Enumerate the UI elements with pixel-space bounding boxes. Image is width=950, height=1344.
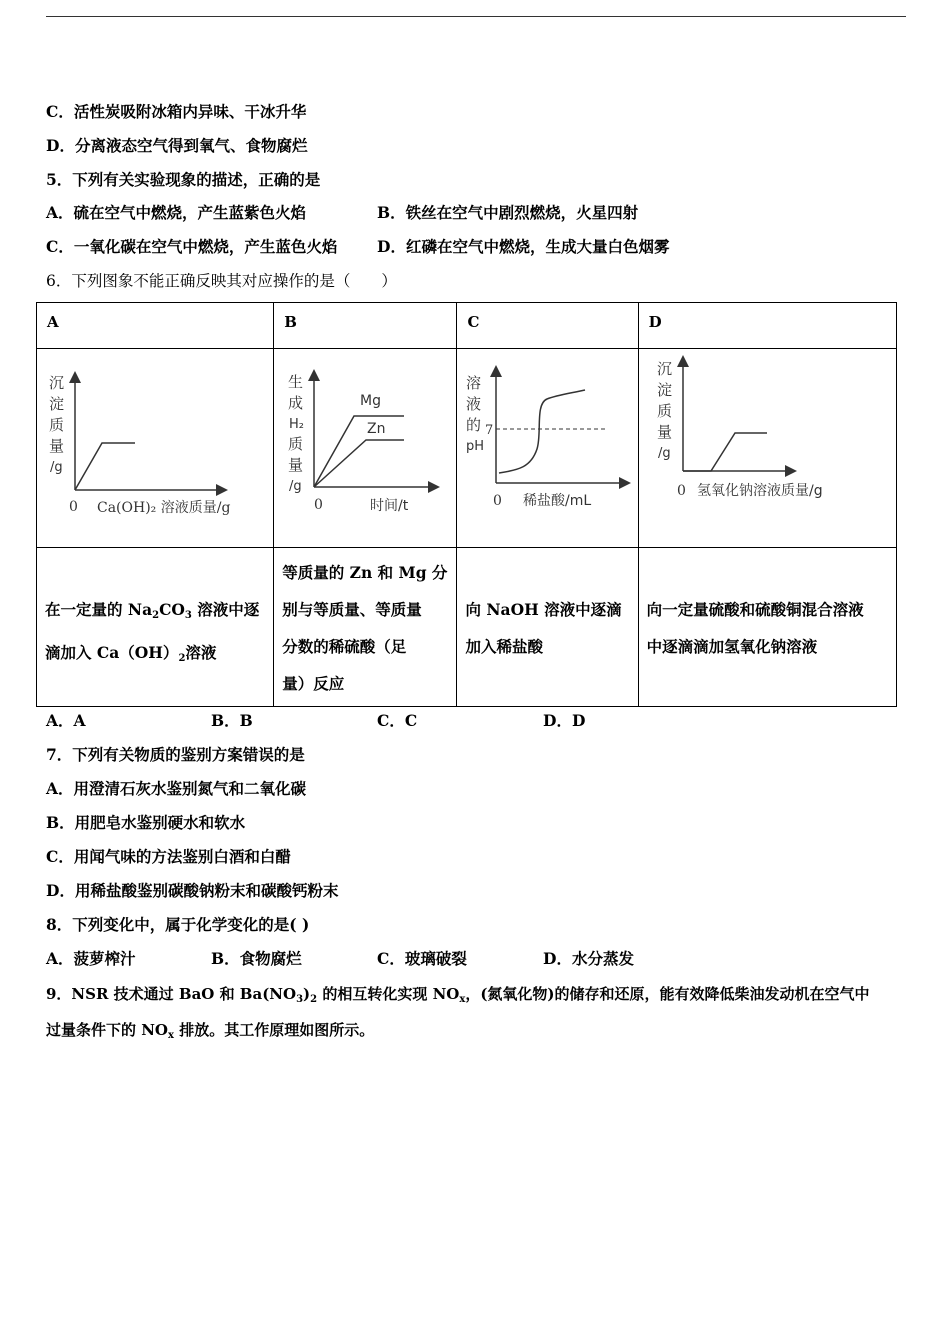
q7-option-d: D．用稀盐酸鉴别碳酸钠粉末和碳酸钙粉末 [46,881,339,900]
graph-b-ylabel-6: /g [289,479,302,494]
graph-b-mg-label: Mg [360,393,382,409]
q5-option-a: A．硫在空气中燃烧，产生蓝紫色火焰 [46,203,307,222]
q7-option-a: A．用澄清石灰水鉴别氮气和二氧化碳 [46,779,307,798]
graph-a-xlabel: Ca(OH)₂ 溶液质量/g [97,500,231,516]
q8-option-c: C．玻璃破裂 [377,949,467,968]
graph-a-curve [75,443,135,490]
q6-desc-b-line3: 分数的稀硫酸（足 [282,637,407,656]
graph-b-origin: 0 [314,497,324,513]
graph-d-xlabel: 氢氧化钠溶液质量/g [696,483,823,499]
q4-option-c: C．活性炭吸附冰箱内异味、干冰升华 [46,102,307,121]
graph-c-ylabel-3: 的 [466,416,482,434]
q6-header-c: C [457,303,638,349]
q6-graph-d-cell [638,349,896,548]
q6-answer-d: D．D [543,711,586,730]
graph-b-ylabel-5: 量 [288,456,304,474]
q6-desc-c [457,548,638,707]
q8-option-d: D．水分蒸发 [543,949,634,968]
q6-header-d: D [638,303,896,349]
graph-d-ylabel-2: 淀 [656,381,672,399]
q8-option-a: A．菠萝榨汁 [46,949,136,968]
graph-d-ylabel-1: 沉 [656,360,672,378]
q5-stem: 5．下列有关实验现象的描述，正确的是 [46,170,321,189]
graph-c [457,349,638,547]
graph-a-ylabel-4: 量 [49,437,65,455]
q9-line1: 9．NSR 技术通过 BaO 和 $Ba(NO_3)_2$ 的相互转化实现 $NO_x$，(氮氧化物)的储存和还原，能有效降低柴油发动机在空气中 [46,985,870,1005]
graph-c-curve [499,390,585,473]
q8-stem: 8．下列变化中，属于化学变化的是( ) [46,915,310,934]
q6-desc-c-line2: 加入稀盐酸 [465,637,543,656]
q6-table [36,302,897,707]
q9-line2: 过量条件下的 $NO_x$ 排放。其工作原理如图所示。 [46,1021,375,1041]
q4-option-d: D．分离液态空气得到氧气、食物腐烂 [46,136,308,155]
header-rule [46,16,906,17]
q8-option-b: B．食物腐烂 [211,949,302,968]
q6-desc-d-line1: 向一定量硫酸和硫酸铜混合溶液 [646,600,864,619]
graph-b-ylabel-4: 质 [288,435,304,453]
graph-a-ylabel-2: 淀 [49,395,65,413]
q5-option-d: D．红磷在空气中燃烧，生成大量白色烟雾 [377,237,670,256]
graph-d-origin: 0 [676,483,686,499]
q5-option-b: B．铁丝在空气中剧烈燃烧，火星四射 [377,203,639,222]
graph-c-ylabel-4: pH [466,439,485,454]
q6-desc-d [638,548,896,707]
q7-stem: 7．下列有关物质的鉴别方案错误的是 [46,745,305,764]
graph-c-ylabel-2: 液 [466,395,482,413]
graph-c-xlabel: 稀盐酸/mL [523,493,592,509]
graph-b-zn-label: Zn [367,421,386,437]
q7-option-c: C．用闻气味的方法鉴别白酒和白醋 [46,847,291,866]
q6-desc-b-line2: 别与等质量、等质量 [282,600,422,619]
graph-c-ylabel-1: 溶 [466,374,482,392]
graph-b-ylabel-3: H₂ [289,417,305,432]
graph-a-ylabel-3: 质 [49,416,65,434]
q6-graph-c-cell [457,349,638,548]
graph-b-ylabel-2: 成 [288,394,304,412]
q6-answer-b: B．B [211,711,253,730]
graph-b-mg-line [314,416,404,487]
q7-option-b: B．用肥皂水鉴别硬水和软水 [46,813,246,832]
q6-answer-c: C．C [377,711,418,730]
graph-b-xlabel: 时间/t [370,498,409,514]
graph-d-ylabel-3: 质 [656,402,672,420]
q6-stem: 6．下列图象不能正确反映其对应操作的是（ ） [46,272,397,290]
q6-graph-b-cell [274,349,457,548]
q6-answer-a: A．A [46,711,86,730]
q6-header-b: B [274,303,457,349]
graph-d-curve [683,433,767,471]
q6-desc-a-line1: 在一定量的 $Na_2CO_3$ 溶液中逐 [45,600,260,621]
graph-d-ylabel-5: /g [657,446,671,461]
q6-desc-a [37,548,274,707]
graph-d [639,349,897,547]
q6-desc-c-line1: 向 NaOH 溶液中逐滴 [465,600,622,619]
q6-desc-b [274,548,457,707]
graph-a-origin: 0 [69,499,78,515]
q6-desc-b-line4: 量）反应 [282,674,345,693]
graph-c-tick-7: 7 [485,423,494,438]
q6-desc-a-line2: 滴加入 $Ca(OH)_2$溶液 [45,643,217,664]
graph-a-ylabel-5: /g [50,460,63,475]
graph-b-ylabel-1: 生 [288,373,304,391]
graph-b [274,349,457,547]
q6-graph-a-cell [37,349,274,548]
graph-a [37,349,274,547]
q6-header-a: A [37,303,274,349]
graph-d-ylabel-4: 量 [656,423,672,441]
q6-desc-b-line1: 等质量的 Zn 和 Mg 分 [282,563,448,582]
graph-c-origin: 0 [493,493,503,509]
graph-a-ylabel-1: 沉 [49,374,65,392]
q6-desc-d-line2: 中逐滴滴加氢氧化钠溶液 [646,637,818,656]
q5-option-c: C．一氧化碳在空气中燃烧，产生蓝色火焰 [46,237,338,256]
